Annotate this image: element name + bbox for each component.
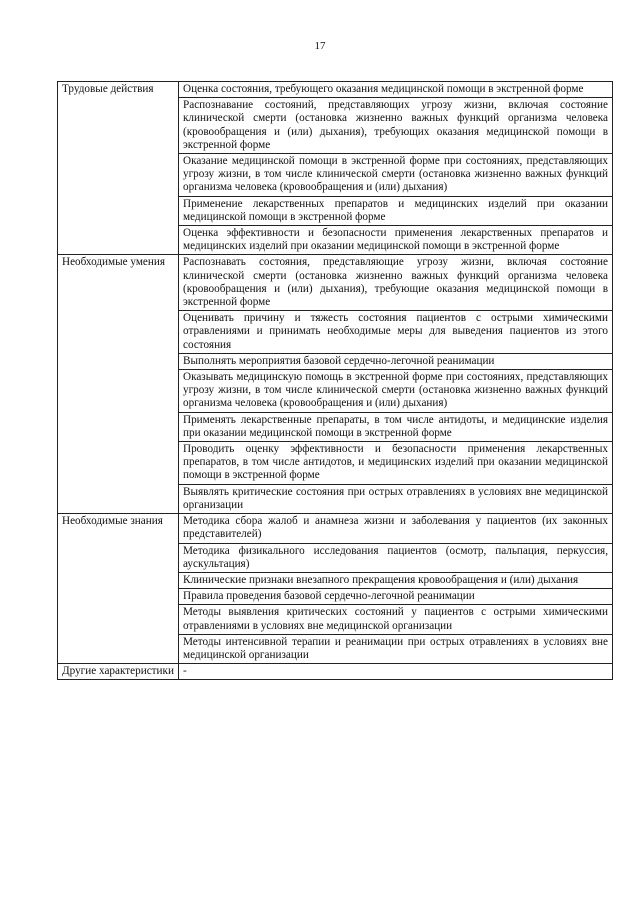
row-content [179, 255, 613, 514]
list-item: Клинические признаки внезапного прекращения кровообращения и (или) дыхания [179, 572, 612, 588]
table-row [58, 82, 613, 255]
list-item: Проводить оценку эффективности и безопасности применения лекарственных препаратов, в том числе антидотов, и медицинских изделий при оказании медицинской помощи в экстренной форме [179, 441, 612, 484]
row-label: Необходимые знания [58, 514, 179, 664]
row-label: Другие характеристики [58, 664, 179, 680]
page-number: 17 [314, 40, 326, 52]
list-item: Выполнять мероприятия базовой сердечно-легочной реанимации [179, 353, 612, 369]
row-content [179, 82, 613, 255]
list-item: Оказывать медицинскую помощь в экстренной форме при состояниях, представляющих угрозу жизни, в том числе клинической смерти (остановка жизненно важных функций организма человека (кровообращения и (или) дыхания) [179, 369, 612, 412]
table-row [58, 514, 613, 664]
list-item: Распознавание состояний, представляющих угрозу жизни, включая состояние клинической смерти (остановка жизненно важных функций организма человека (кровообращения и (или) дыхания), требующих оказания медицинской помощи в экстренной форме [179, 97, 612, 153]
table-row [58, 664, 613, 680]
list-item: Правила проведения базовой сердечно-легочной реанимации [179, 588, 612, 604]
competency-table [57, 81, 613, 680]
list-item: - [183, 665, 187, 678]
list-item: Применять лекарственные препараты, в том числе антидоты, и медицинские изделия при оказании медицинской помощи в экстренной форме [179, 412, 612, 441]
list-item: Оценка состояния, требующего оказания медицинской помощи в экстренной форме [183, 83, 584, 95]
row-label: Необходимые умения [58, 255, 179, 514]
list-item: Оценивать причину и тяжесть состояния пациентов с острыми химическими отравлениями и принимать необходимые меры для выведения пациентов из этого состояния [179, 310, 612, 353]
list-item: Методы интенсивной терапии и реанимации при острых отравлениях в условиях вне медицинской организации [179, 634, 612, 663]
row-content [179, 514, 613, 664]
list-item: Оценка эффективности и безопасности применения лекарственных препаратов и медицинских изделий при оказании медицинской помощи в экстренной форме [179, 225, 612, 254]
list-item: Методика физикального исследования пациентов (осмотр, пальпация, перкуссия, аускультация) [179, 543, 612, 572]
list-item: Методика сбора жалоб и анамнеза жизни и заболевания у пациентов (их законных представителей) [183, 515, 608, 541]
list-item: Применение лекарственных препаратов и медицинских изделий при оказании медицинской помощи в экстренной форме [179, 196, 612, 225]
list-item: Оказание медицинской помощи в экстренной форме при состояниях, представляющих угрозу жизни, в том числе клинической смерти (остановка жизненно важных функций организма человека (кровообращения и (или) дыхания) [179, 153, 612, 196]
row-content [179, 664, 613, 680]
list-item: Методы выявления критических состояний у пациентов с острыми химическими отравлениями в условиях вне медицинской организации [179, 604, 612, 633]
table-row [58, 255, 613, 514]
row-label: Трудовые действия [58, 82, 179, 255]
list-item: Выявлять критические состояния при острых отравлениях в условиях вне медицинской организации [179, 484, 612, 513]
list-item: Распознавать состояния, представляющие угрозу жизни, включая состояние клинической смерти (остановка жизненно важных функций организма человека (кровообращения и (или) дыхания), требующие оказания медицинской помощи в экстренной форме [183, 256, 608, 309]
